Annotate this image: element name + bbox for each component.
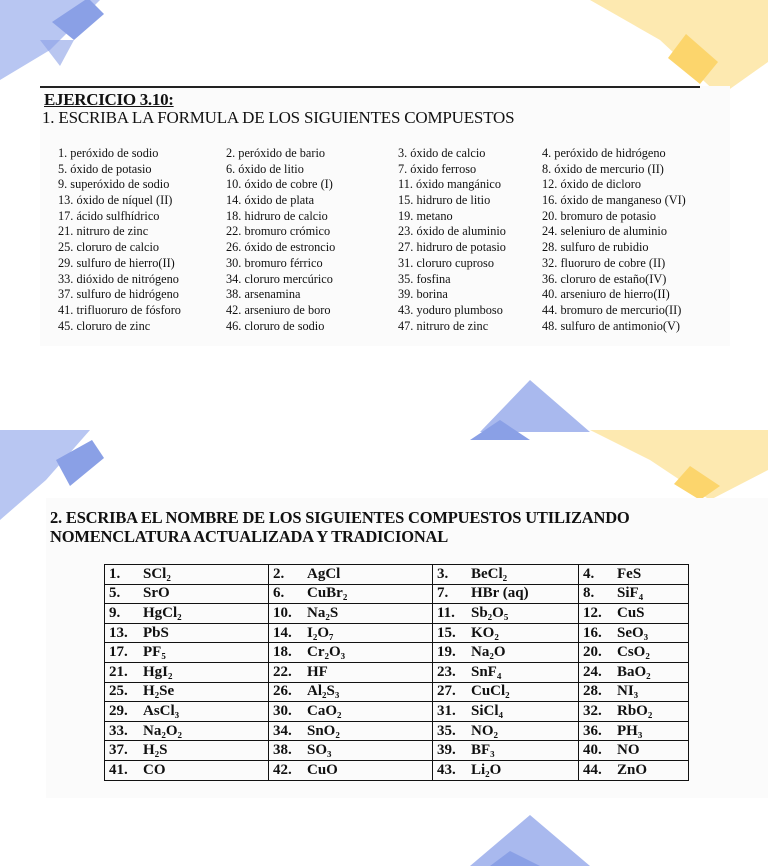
compound-name-item: 39. borina — [398, 287, 448, 302]
formula-number: 41. — [109, 761, 128, 778]
formula-cell — [269, 643, 433, 663]
formula-text: Na₂S — [307, 604, 339, 621]
formula-number: 13. — [109, 624, 128, 641]
formula-text: PF₅ — [143, 644, 166, 661]
formula-number: 43. — [437, 761, 456, 778]
formula-cell — [433, 702, 579, 722]
exercise-page — [40, 86, 730, 346]
question2-title-line2: NOMENCLATURA ACTUALIZADA Y TRADICIONAL — [50, 527, 449, 546]
exercise-instruction: 1. ESCRIBA LA FORMULA DE LOS SIGUIENTES COMPUESTOS — [42, 108, 515, 127]
formula-cell — [105, 662, 269, 682]
formula-cell — [433, 682, 579, 702]
formula-cell — [105, 721, 269, 741]
formula-number: 12. — [583, 604, 602, 621]
compound-name-item: 44. bromuro de mercurio(II) — [542, 302, 682, 317]
formula-text: H₂Se — [143, 683, 175, 700]
formula-cell — [105, 741, 269, 761]
compound-name-item: 17. ácido sulfhídrico — [58, 208, 160, 223]
formula-number: 29. — [109, 702, 128, 719]
compound-name-item: 19. metano — [398, 208, 453, 223]
formula-cell — [433, 721, 579, 741]
table-row — [105, 565, 689, 585]
compound-name-item: 18. hidruro de calcio — [226, 208, 328, 223]
formula-number: 19. — [437, 644, 456, 661]
formula-number: 23. — [437, 663, 456, 680]
formula-number: 11. — [437, 604, 455, 621]
formula-text: SeO₃ — [617, 624, 649, 641]
compound-name-item: 4. peróxido de hidrógeno — [542, 146, 666, 160]
compound-name-item: 43. yoduro plumboso — [398, 302, 503, 317]
formula-text: AsCl₃ — [143, 702, 180, 719]
formula-number: 38. — [273, 742, 292, 759]
formula-number: 26. — [273, 683, 292, 700]
table-row — [105, 623, 689, 643]
formula-number: 24. — [583, 663, 602, 680]
formula-cell — [105, 584, 269, 604]
compound-name-item: 11. óxido mangánico — [398, 177, 502, 192]
formula-text: CsO₂ — [617, 644, 650, 661]
formula-number: 20. — [583, 644, 602, 661]
formula-text: NO₂ — [471, 722, 498, 739]
formula-text: BeCl₂ — [471, 565, 508, 582]
formula-cell — [433, 623, 579, 643]
compound-name-item: 15. hidruro de litio — [398, 193, 491, 208]
compound-name-item: 48. sulfuro de antimonio(V) — [542, 318, 680, 333]
formula-number: 7. — [437, 585, 449, 602]
formula-text: PH₃ — [617, 722, 643, 739]
formula-text: KO₂ — [471, 624, 499, 641]
compound-name-item: 1. peróxido de sodio — [58, 146, 159, 160]
formula-text: HgI₂ — [143, 663, 173, 680]
formula-cell — [579, 584, 689, 604]
formula-number: 21. — [109, 663, 128, 680]
formula-text: SnO₂ — [307, 722, 340, 739]
compound-name-item: 27. hidruro de potasio — [398, 240, 506, 255]
formula-text: SiF₄ — [617, 585, 644, 602]
compound-name-item: 42. arseniuro de boro — [226, 302, 331, 317]
formula-number: 5. — [109, 585, 121, 602]
question2-page — [46, 498, 768, 798]
formula-cell — [105, 604, 269, 624]
formula-cell — [269, 623, 433, 643]
formula-text: CuO — [307, 761, 338, 778]
table-row — [105, 721, 689, 741]
table-row — [105, 760, 689, 780]
formula-text: SCl₂ — [143, 565, 171, 582]
formula-number: 34. — [273, 722, 292, 739]
table-row — [105, 643, 689, 663]
compound-name-item: 37. sulfuro de hidrógeno — [58, 287, 179, 302]
table-row — [105, 584, 689, 604]
formula-cell — [579, 643, 689, 663]
formula-text: CO — [143, 761, 166, 778]
compound-name-item: 2. peróxido de bario — [226, 146, 326, 160]
compound-name-item: 26. óxido de estroncio — [226, 240, 336, 255]
table-row — [105, 662, 689, 682]
formula-number: 8. — [583, 585, 595, 602]
compound-name-item: 20. bromuro de potasio — [542, 208, 657, 223]
compound-name-item: 24. seleniuro de aluminio — [542, 224, 667, 239]
compound-name-item: 29. sulfuro de hierro(II) — [58, 255, 175, 270]
formula-text: HgCl₂ — [143, 604, 182, 621]
formula-cell — [579, 565, 689, 585]
decor-blue-diamond-top-left — [0, 0, 130, 100]
formula-text: CuCl₂ — [471, 683, 510, 700]
formula-text: Sb₂O₅ — [471, 604, 509, 621]
formula-cell — [579, 702, 689, 722]
formula-text: HF — [307, 663, 328, 680]
formula-text: AgCl — [307, 565, 341, 582]
formula-cell — [579, 741, 689, 761]
formula-text: SO₃ — [307, 742, 332, 759]
compound-name-item: 7. óxido ferroso — [398, 161, 477, 176]
formula-cell — [105, 565, 269, 585]
compound-name-item: 22. bromuro crómico — [226, 224, 331, 239]
compound-name-item: 16. óxido de manganeso (VI) — [542, 193, 686, 208]
compound-name-item: 8. óxido de mercurio (II) — [542, 161, 664, 176]
formula-number: 39. — [437, 742, 456, 759]
formula-number: 42. — [273, 761, 292, 778]
compound-name-item: 28. sulfuro de rubidio — [542, 240, 649, 255]
compound-name-item: 21. nitruro de zinc — [58, 224, 149, 239]
formula-cell — [269, 662, 433, 682]
formula-cell — [269, 604, 433, 624]
formula-text: CaO₂ — [307, 702, 342, 719]
table-row — [105, 604, 689, 624]
compound-name-item: 23. óxido de aluminio — [398, 224, 506, 239]
compound-name-item: 5. óxido de potasio — [58, 161, 152, 176]
table-row — [105, 682, 689, 702]
formula-number: 22. — [273, 663, 292, 680]
formula-text: SiCl₄ — [471, 702, 504, 719]
formula-text: RbO₂ — [617, 702, 653, 719]
compound-name-item: 46. cloruro de sodio — [226, 318, 325, 333]
compound-name-item: 10. óxido de cobre (I) — [226, 177, 333, 192]
compound-name-item: 33. dióxido de nitrógeno — [58, 271, 179, 286]
formula-cell — [579, 721, 689, 741]
formula-cell — [105, 702, 269, 722]
formula-text: CuS — [617, 604, 645, 621]
formula-number: 6. — [273, 585, 285, 602]
formula-cell — [105, 643, 269, 663]
formula-cell — [433, 584, 579, 604]
compound-name-item: 13. óxido de níquel (II) — [58, 193, 173, 208]
compound-name-item: 31. cloruro cuproso — [398, 255, 494, 270]
formula-number: 25. — [109, 683, 128, 700]
formula-number: 37. — [109, 742, 128, 759]
decor-blue-diamond-mid — [470, 380, 590, 440]
formula-text: Cr₂O₃ — [307, 644, 346, 661]
formula-number: 1. — [109, 565, 121, 582]
top-rule — [40, 86, 700, 88]
formula-cell — [579, 604, 689, 624]
formula-text: FeS — [617, 565, 642, 582]
compound-name-item: 36. cloruro de estaño(IV) — [542, 271, 667, 286]
formula-cell — [433, 604, 579, 624]
formula-cell — [269, 702, 433, 722]
compound-name-item: 38. arsenamina — [226, 287, 301, 302]
formula-text: HBr (aq) — [471, 585, 529, 602]
decor-yellow-diamond-top-right — [590, 0, 768, 100]
formula-text: Al₂S₃ — [307, 683, 340, 700]
formula-text: BF₃ — [471, 742, 495, 759]
formula-text: SnF₄ — [471, 663, 502, 680]
compound-name-item: 12. óxido de dicloro — [542, 177, 642, 192]
formula-cell — [433, 662, 579, 682]
compound-name-item: 9. superóxido de sodio — [58, 177, 170, 192]
formula-cell — [579, 623, 689, 643]
formula-cell — [433, 760, 579, 780]
formula-text: NI₃ — [617, 683, 639, 700]
formula-text: Na₂O — [471, 644, 506, 661]
formula-cell — [579, 662, 689, 682]
formula-text: I₂O₇ — [307, 624, 334, 641]
formula-cell — [269, 760, 433, 780]
formula-number: 30. — [273, 702, 292, 719]
compound-name-item: 32. fluoruro de cobre (II) — [542, 255, 666, 270]
formula-cell — [579, 760, 689, 780]
formula-cell — [269, 682, 433, 702]
formula-number: 28. — [583, 683, 602, 700]
formula-number: 44. — [583, 761, 602, 778]
table-row — [105, 702, 689, 722]
formula-text: NO — [617, 742, 640, 759]
formula-cell — [433, 565, 579, 585]
formula-cell — [269, 721, 433, 741]
formula-text: PbS — [143, 624, 169, 641]
question2-title-line1: 2. ESCRIBA EL NOMBRE DE LOS SIGUIENTES COMPUESTOS UTILIZANDO — [50, 508, 630, 527]
formula-number: 2. — [273, 565, 285, 582]
formula-text: ZnO — [617, 761, 648, 778]
formula-cell — [433, 741, 579, 761]
formula-number: 36. — [583, 722, 602, 739]
formula-number: 31. — [437, 702, 456, 719]
formula-cell — [269, 584, 433, 604]
formula-number: 14. — [273, 624, 292, 641]
decor-blue-diamond-bottom — [470, 815, 590, 866]
compound-name-item: 35. fosfina — [398, 271, 451, 286]
formula-number: 3. — [437, 565, 449, 582]
compound-name-item: 45. cloruro de zinc — [58, 318, 151, 333]
compound-name-item: 40. arseniuro de hierro(II) — [542, 287, 670, 302]
formula-text: CuBr₂ — [307, 585, 348, 602]
formula-text: Na₂O₂ — [143, 722, 182, 739]
formula-text: H₂S — [143, 742, 168, 759]
formula-number: 16. — [583, 624, 602, 641]
compound-name-item: 25. cloruro de calcio — [58, 240, 160, 255]
compound-name-item: 14. óxido de plata — [226, 193, 315, 208]
formula-cell — [269, 741, 433, 761]
formula-number: 32. — [583, 702, 602, 719]
compound-name-item: 6. óxido de litio — [226, 161, 304, 176]
formula-table — [104, 564, 689, 781]
compound-name-item: 3. óxido de calcio — [398, 146, 486, 160]
formula-number: 27. — [437, 683, 456, 700]
compound-name-list — [58, 146, 742, 334]
compound-name-item: 41. trifluoruro de fósforo — [58, 302, 181, 317]
formula-number: 17. — [109, 644, 128, 661]
formula-text: SrO — [143, 585, 170, 602]
formula-text: BaO₂ — [617, 663, 651, 680]
formula-number: 35. — [437, 722, 456, 739]
formula-number: 4. — [583, 565, 595, 582]
formula-number: 15. — [437, 624, 456, 641]
exercise-title: EJERCICIO 3.10: — [44, 90, 174, 109]
formula-number: 33. — [109, 722, 128, 739]
formula-number: 40. — [583, 742, 602, 759]
compound-name-item: 47. nitruro de zinc — [398, 318, 489, 333]
formula-cell — [269, 565, 433, 585]
table-row — [105, 741, 689, 761]
formula-cell — [433, 643, 579, 663]
compound-name-item: 34. cloruro mercúrico — [226, 271, 333, 286]
formula-number: 9. — [109, 604, 121, 621]
decor-yellow-diamond-mid-right — [590, 430, 768, 500]
formula-cell — [105, 623, 269, 643]
formula-cell — [105, 760, 269, 780]
formula-cell — [579, 682, 689, 702]
formula-text: Li₂O — [471, 761, 502, 778]
formula-number: 18. — [273, 644, 292, 661]
compound-name-item: 30. bromuro férrico — [226, 255, 323, 270]
formula-cell — [105, 682, 269, 702]
formula-number: 10. — [273, 604, 292, 621]
